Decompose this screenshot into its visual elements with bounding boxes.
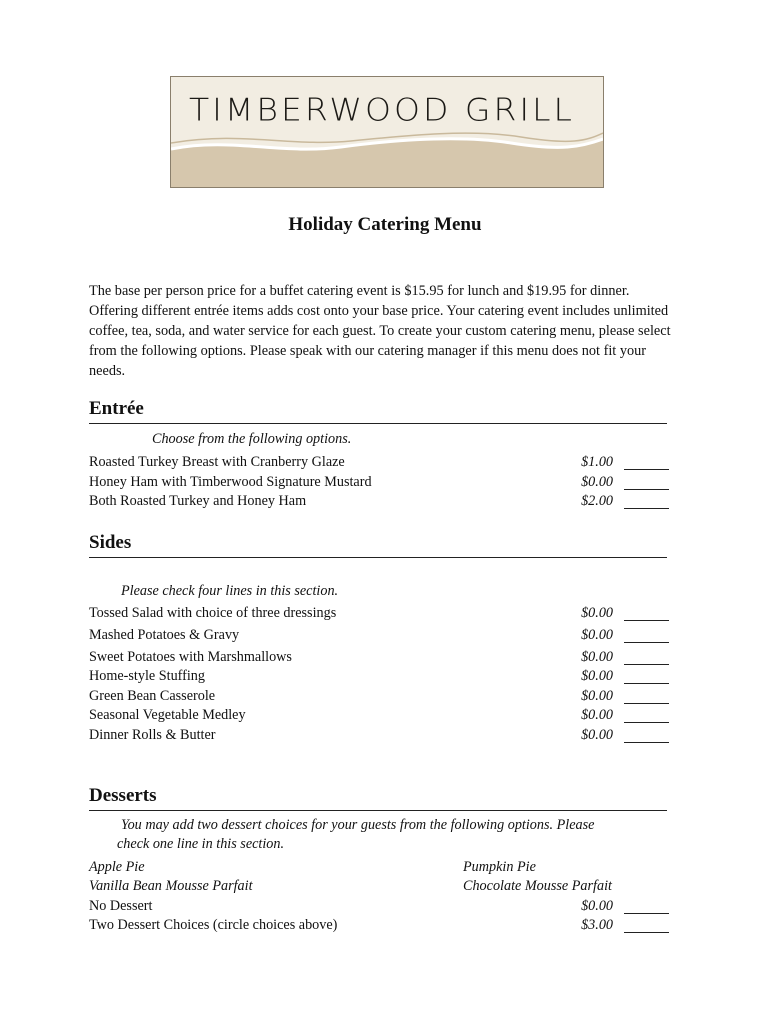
- side-price: $0.00: [581, 668, 613, 684]
- side-checkbox-line[interactable]: [624, 742, 669, 743]
- entree-price: $1.00: [581, 454, 613, 470]
- dessert-price: $0.00: [581, 898, 613, 914]
- entree-row: [89, 493, 669, 513]
- dessert-label: Two Dessert Choices (circle choices above): [89, 917, 338, 933]
- side-checkbox-line[interactable]: [624, 703, 669, 704]
- side-label: Dinner Rolls & Butter: [89, 727, 216, 743]
- side-checkbox-line[interactable]: [624, 620, 669, 621]
- entree-label: Both Roasted Turkey and Honey Ham: [89, 493, 307, 509]
- side-price: $0.00: [581, 605, 613, 621]
- side-label: Home-style Stuffing: [89, 668, 205, 684]
- desserts-heading: Desserts: [89, 785, 667, 811]
- side-label: Tossed Salad with choice of three dressings: [89, 605, 337, 621]
- dessert-checkbox-line[interactable]: [624, 932, 669, 933]
- side-label: Sweet Potatoes with Marshmallows: [89, 649, 292, 665]
- side-price: $0.00: [581, 727, 613, 743]
- entree-note: Choose from the following options.: [152, 431, 352, 447]
- dessert-option-row: [89, 878, 669, 898]
- side-price: $0.00: [581, 707, 613, 723]
- side-price: $0.00: [581, 649, 613, 665]
- side-price: $0.00: [581, 627, 613, 643]
- entree-row: [89, 454, 669, 474]
- dessert-checkbox-line[interactable]: [624, 913, 669, 914]
- side-checkbox-line[interactable]: [624, 722, 669, 723]
- dessert-option-right[interactable]: Pumpkin Pie: [463, 859, 536, 875]
- side-label: Green Bean Casserole: [89, 688, 216, 704]
- dessert-row: [89, 898, 669, 918]
- logo-wordmark: TIMBERWOOD GRILL: [189, 90, 575, 129]
- dessert-price: $3.00: [581, 917, 613, 933]
- dessert-option-right[interactable]: Chocolate Mousse Parfait: [463, 878, 612, 894]
- side-label: Seasonal Vegetable Medley: [89, 707, 246, 723]
- side-label: Mashed Potatoes & Gravy: [89, 627, 240, 643]
- side-checkbox-line[interactable]: [624, 683, 669, 684]
- entree-price: $0.00: [581, 474, 613, 490]
- desserts-note-line1: You may add two dessert choices for your guests from the following options. Please: [121, 817, 595, 833]
- entree-price: $2.00: [581, 493, 613, 509]
- intro-paragraph: The base per person price for a buffet catering event is $15.95 for lunch and $19.95 for dinner. Offering different entrée items adds cost onto your base price. Your catering event includes unlimited coffee, tea, soda, and water service for each guest. To create your custom catering menu, please select from the following options. Please speak with our catering manager if this menu does not fit your needs.: [89, 283, 671, 379]
- side-row: [89, 727, 669, 747]
- sides-heading: Sides: [89, 532, 667, 558]
- page-title: Holiday Catering Menu: [288, 214, 482, 235]
- dessert-label: No Dessert: [89, 898, 153, 914]
- desserts-note-line2: check one line in this section.: [117, 836, 285, 852]
- side-row: [89, 668, 669, 688]
- dessert-option-left[interactable]: Apple Pie: [89, 859, 145, 875]
- dessert-option-row: [89, 859, 669, 879]
- timberwood-grill-logo: [170, 76, 604, 188]
- side-row: [89, 605, 669, 625]
- entree-label: Roasted Turkey Breast with Cranberry Glaze: [89, 454, 345, 470]
- dessert-row: [89, 917, 669, 937]
- entree-heading: Entrée: [89, 398, 667, 424]
- dessert-option-left[interactable]: Vanilla Bean Mousse Parfait: [89, 878, 253, 894]
- entree-checkbox-line[interactable]: [624, 489, 669, 490]
- entree-checkbox-line[interactable]: [624, 508, 669, 509]
- side-row: [89, 627, 669, 647]
- sides-note: Please check four lines in this section.: [121, 583, 339, 599]
- side-checkbox-line[interactable]: [624, 642, 669, 643]
- entree-row: [89, 474, 669, 494]
- entree-checkbox-line[interactable]: [624, 469, 669, 470]
- entree-label: Honey Ham with Timberwood Signature Mustard: [89, 474, 372, 490]
- side-price: $0.00: [581, 688, 613, 704]
- side-row: [89, 688, 669, 708]
- side-row: [89, 649, 669, 669]
- side-row: [89, 707, 669, 727]
- side-checkbox-line[interactable]: [624, 664, 669, 665]
